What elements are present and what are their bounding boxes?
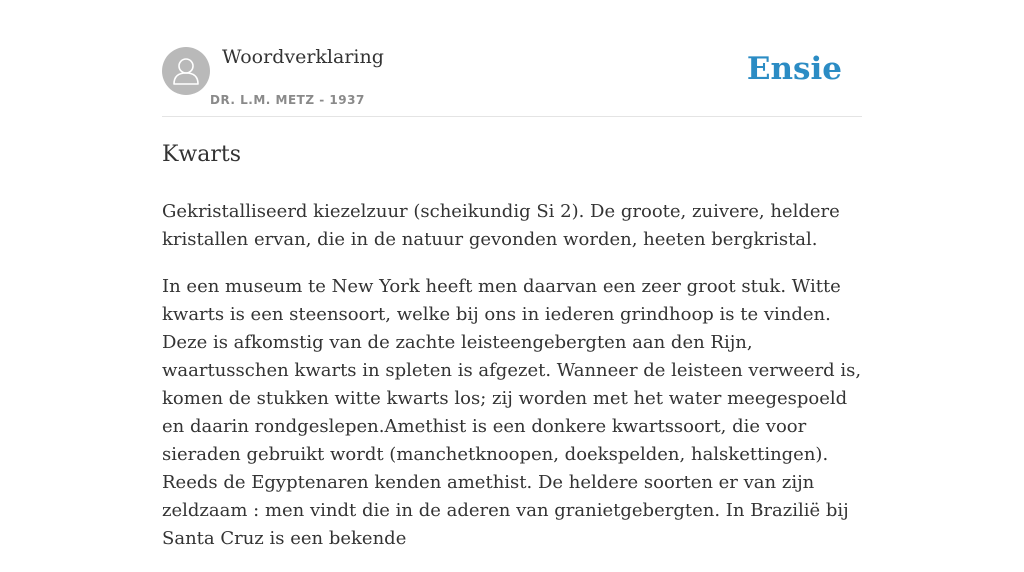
entry-content <box>162 140 862 572</box>
ensie-logo[interactable]: Ensie <box>746 51 842 87</box>
entry-paragraph: In een museum te New York heeft men daarvan een zeer groot stuk. Witte kwarts is een steensoort, welke bij ons in iederen grindhoop is te vinden. Deze is afkomstig van de zachte leisteengebergten aan den Rijn, waartusschen kwarts in spleten is afgezet. Wanneer de leisteen verweerd is, komen de stukken witte kwarts los; zij worden met het water meegespoeld en daarin rondgeslepen.Amethist is een donkere kwartssoort, die voor sieraden gebruikt wordt (manchetknoopen, doekspelden, halskettingen). Reeds de Egyptenaren kenden amethist. De heldere soorten er van zijn zeldzaam : men vindt die in de aderen van granietgebergten. In Brazilië bij Santa Cruz is een bekende <box>162 276 862 549</box>
header <box>162 0 862 117</box>
source-author-year: DR. L.M. METZ - 1937 <box>210 93 365 107</box>
entry-title: Kwarts <box>162 142 242 167</box>
entry-paragraph: Gekristalliseerd kiezelzuur (scheikundig Si 2). De groote, zuivere, heldere kristallen ervan, die in de natuur gevonden worden, heeten bergkristal. <box>162 201 840 250</box>
user-icon <box>162 47 210 95</box>
source-title[interactable]: Woordverklaring <box>222 46 384 68</box>
avatar[interactable] <box>162 47 210 95</box>
